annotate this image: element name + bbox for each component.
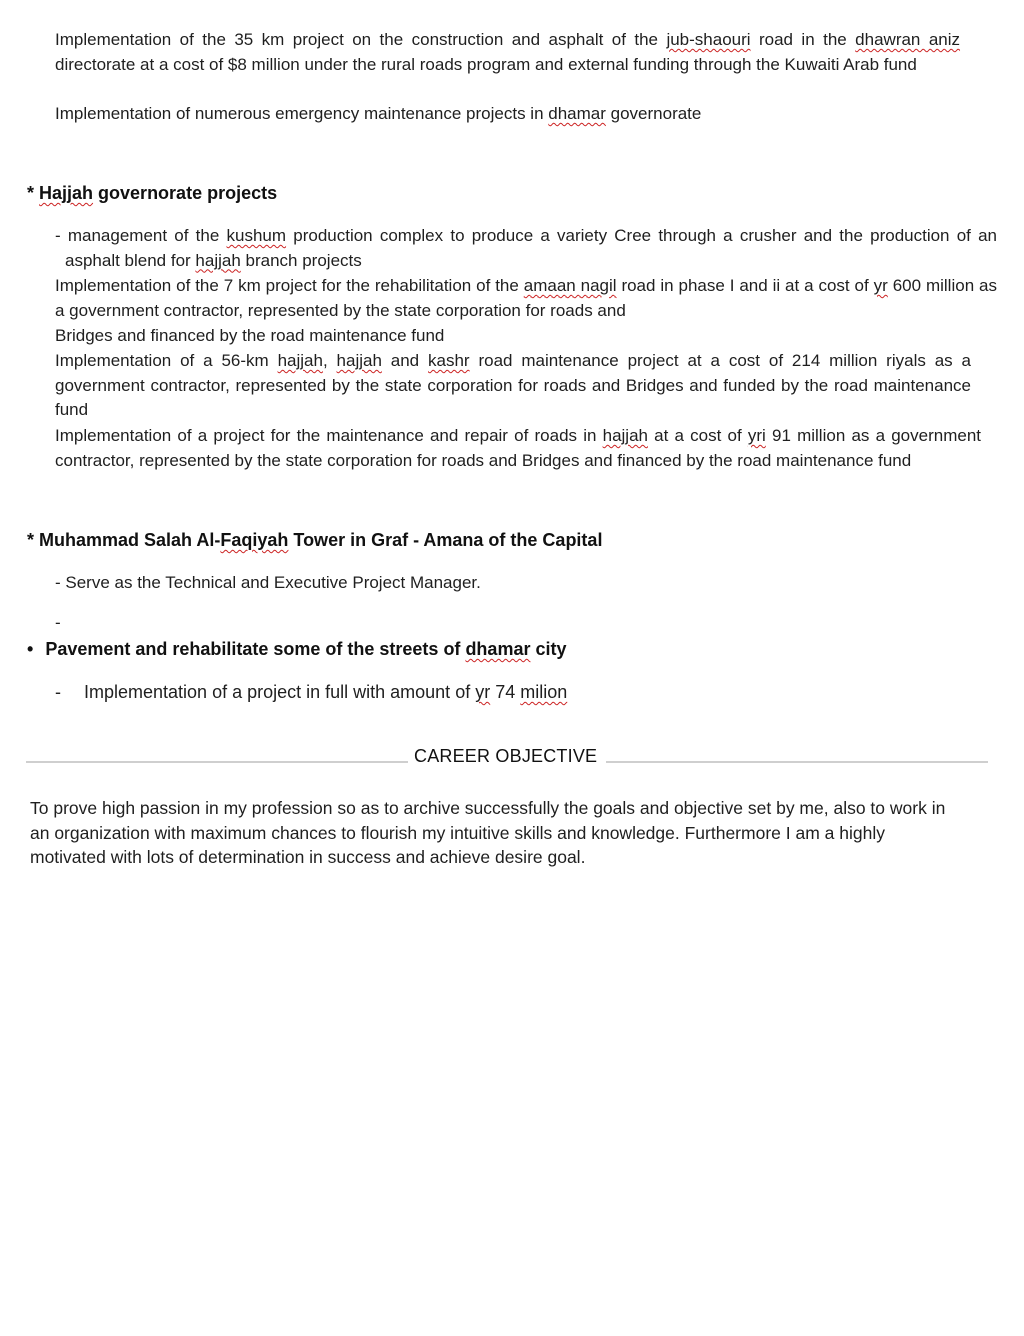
hajjah-maintenance-project: Implementation of a project for the maintenance and repair of roads in hajjah at a cost of yri 91 million as a government contractor, represented by the state corporation for roads and Bridges and financed by the road maintenance fund — [55, 426, 981, 470]
spellcheck-word: hajjah — [602, 426, 648, 445]
spellcheck-word: yr — [873, 276, 888, 295]
spellcheck-word: dhamar — [465, 639, 531, 659]
dhamar-road-project: Implementation of the 35 km project on the construction and asphalt of the jub-shaouri road in the dhawran aniz directorate at a cost of $8 million under the rural roads program and external funding through the Kuwaiti Arab fund — [55, 30, 961, 74]
pavement-item: Implementation of a project in full with amount of yr 74 milion — [84, 682, 568, 702]
spellcheck-word: kushum — [226, 226, 287, 245]
spellcheck-word: Faqiyah — [220, 530, 289, 550]
career-objective-title: CAREER OBJECTIVE — [414, 746, 598, 766]
spellcheck-word: hajjah — [195, 250, 241, 270]
spellcheck-word: yri — [747, 426, 766, 445]
spellcheck-word: hajjah — [336, 351, 382, 370]
tower-project-heading: * Muhammad Salah Al-Faqiyah Tower in Graf - Amana of the Capital — [27, 530, 603, 550]
hajjah-projects-heading: * Hajjah governorate projects — [27, 183, 278, 203]
stray-dash: - — [55, 613, 61, 632]
amaan-nagil-continuation: Bridges and financed by the road maintenance fund — [55, 326, 445, 345]
spellcheck-word: kashr — [428, 351, 470, 370]
pavement-heading: • Pavement and rehabilitate some of the streets of dhamar city — [27, 639, 567, 659]
spellcheck-word: yr — [475, 682, 491, 702]
kushum-complex-item: - management of the kushum production complex to produce a variety Cree through a crusher and the production of an asphalt blend for hajjah branch projects — [55, 226, 998, 270]
hajjah-56km-project: Implementation of a 56-km hajjah, hajjah and kashr road maintenance project at a cost of 214 million riyals as a government contractor, represented by the state corporation for roads and Bridges and funded by the road maintenance fund — [55, 351, 971, 420]
spellcheck-word: amaan nagil — [523, 276, 617, 295]
spellcheck-word: Hajjah — [39, 183, 94, 203]
section-divider-right — [606, 761, 988, 763]
pavement-item-dash: - — [55, 682, 61, 702]
spellcheck-word: hajjah — [277, 351, 323, 370]
spellcheck-word: jub-shaouri — [666, 30, 751, 49]
spellcheck-word: milion — [520, 682, 568, 702]
spellcheck-word: dhawran aniz — [855, 30, 961, 49]
spellcheck-word: dhamar — [548, 104, 606, 123]
career-objective-text: To prove high passion in my profession so as to archive successfully the goals and objective set by me, also to work in an organization with maximum chances to flourish my intuitive skills and knowledge. Furthermore I am a highly motivated with lots of determination in success and achieve desire goal. — [30, 798, 946, 868]
amaan-nagil-project: Implementation of the 7 km project for the rehabilitation of the amaan nagil road in phase I and ii at a cost of yr 600 million as a government contractor, represented by the state corporation for roads and — [55, 276, 998, 320]
dhamar-emergency-project: Implementation of numerous emergency maintenance projects in dhamar governorate — [55, 104, 702, 123]
bullet-icon: • — [27, 639, 34, 659]
project-manager-item: - Serve as the Technical and Executive Project Manager. — [55, 573, 481, 592]
section-divider-left — [26, 761, 408, 763]
